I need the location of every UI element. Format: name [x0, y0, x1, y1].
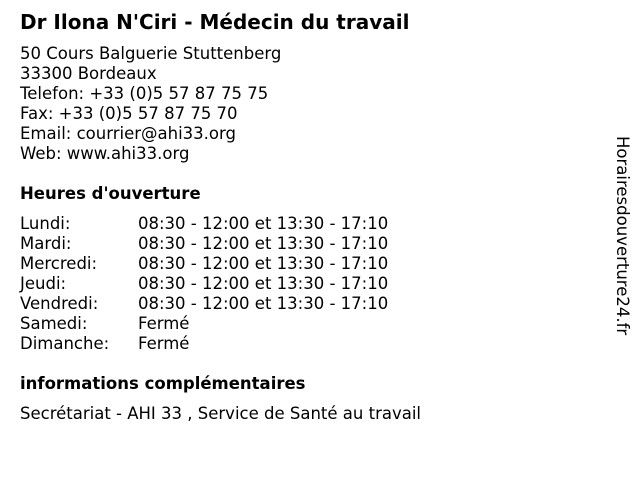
hours-row-monday — [20, 214, 388, 234]
day-label: Lundi: — [20, 214, 71, 233]
fax-number: Fax: +33 (0)5 57 87 75 70 — [20, 104, 238, 123]
site-watermark: Horairesdouverture24.fr — [613, 136, 632, 336]
address-street: 50 Cours Balguerie Stuttenberg — [20, 44, 282, 63]
hours-row-sunday — [20, 334, 388, 354]
hours-row-thursday — [20, 274, 388, 294]
day-hours: 08:30 - 12:00 et 13:30 - 17:10 — [138, 214, 389, 233]
day-hours: Fermé — [138, 334, 190, 353]
day-label: Jeudi: — [20, 274, 67, 293]
day-hours: 08:30 - 12:00 et 13:30 - 17:10 — [138, 294, 389, 313]
day-label: Samedi: — [20, 314, 88, 333]
email-address: Email: courrier@ahi33.org — [20, 124, 236, 143]
phone-number: Telefon: +33 (0)5 57 87 75 75 — [20, 84, 269, 103]
hours-row-saturday — [20, 314, 388, 334]
additional-info-heading: informations complémentaires — [20, 374, 306, 393]
hours-row-friday — [20, 294, 388, 314]
day-hours: 08:30 - 12:00 et 13:30 - 17:10 — [138, 274, 389, 293]
hours-row-wednesday — [20, 254, 388, 274]
day-hours: 08:30 - 12:00 et 13:30 - 17:10 — [138, 234, 389, 253]
day-label: Dimanche: — [20, 334, 110, 353]
website-address: Web: www.ahi33.org — [20, 144, 190, 163]
day-hours: Fermé — [138, 314, 190, 333]
day-label: Vendredi: — [20, 294, 99, 313]
opening-hours-heading: Heures d'ouverture — [20, 184, 201, 203]
contact-block — [20, 44, 281, 164]
day-label: Mardi: — [20, 234, 72, 253]
page-title: Dr Ilona N'Ciri - Médecin du travail — [20, 10, 410, 34]
day-hours: 08:30 - 12:00 et 13:30 - 17:10 — [138, 254, 389, 273]
opening-hours-table — [20, 214, 388, 354]
day-label: Mercredi: — [20, 254, 98, 273]
additional-info-text: Secrétariat - AHI 33 , Service de Santé au travail — [20, 404, 422, 423]
hours-row-tuesday — [20, 234, 388, 254]
address-city: 33300 Bordeaux — [20, 64, 157, 83]
